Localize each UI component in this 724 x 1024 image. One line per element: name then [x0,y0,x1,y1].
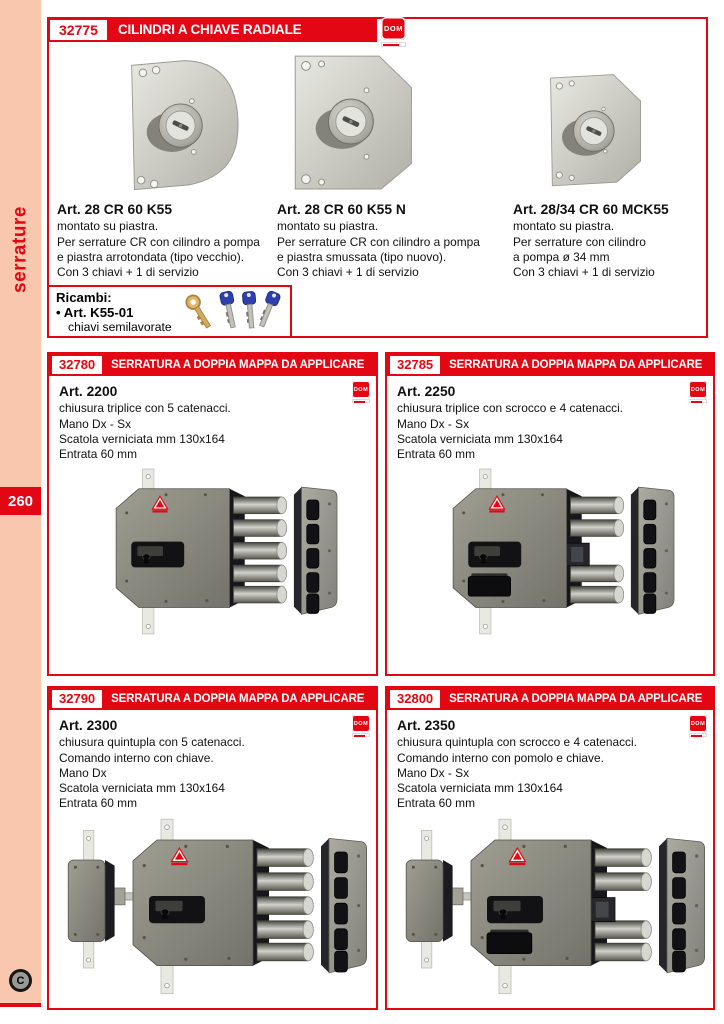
text-line: Con 3 chiavi + 1 di servizio [277,265,419,280]
dom-logo-icon: DOM [352,381,370,398]
section-code: 32775 [50,20,107,40]
product-art-number: Art. 2200 [59,384,118,399]
lock-image-art-2350 [395,816,707,1000]
spare-keys-image [182,290,288,337]
product-art-number: Art. 28/34 CR 60 MCK55 [513,202,669,217]
text-line: montato su piastra. [57,219,159,234]
text-line: chiusura triplice con 5 catenacci. [59,401,231,416]
dom-brand-logo [352,715,370,737]
text-line: montato su piastra. [277,219,379,234]
product-description [277,202,480,280]
dom-logo-subline [689,399,707,403]
section-header [49,354,376,376]
product-art-number: Art. 2300 [59,718,118,733]
dom-brand-logo [689,715,707,737]
section-32775 [47,17,708,338]
product-image-cylinder-plate-rounded [94,53,254,201]
product-description [59,718,245,812]
text-line: Entrata 60 mm [59,447,137,462]
text-line: Scatola verniciata mm 130x164 [397,781,563,796]
text-line: Scatola verniciata mm 130x164 [59,781,225,796]
product-text [277,219,480,280]
section-32790 [47,686,378,1010]
text-line: Con 3 chiavi + 1 di servizio [513,265,655,280]
product-description [57,202,260,280]
dom-logo-icon: DOM [689,715,707,732]
section-32800 [385,686,715,1010]
section-code: 32780 [52,356,102,374]
dom-brand-logo [381,17,406,47]
section-header [387,354,713,376]
text-line: chiusura quintupla con 5 catenacci. [59,735,245,750]
section-title: CILINDRI A CHIAVE RADIALE [117,22,302,37]
sidebar [0,0,41,1003]
section-title: SERRATURA A DOPPIA MAPPA DA APPLICARE [111,693,365,705]
section-title: SERRATURA A DOPPIA MAPPA DA APPLICARE [449,359,703,371]
dom-logo-icon: DOM [689,381,707,398]
text-line: Scatola verniciata mm 130x164 [397,431,563,446]
section-title: SERRATURA A DOPPIA MAPPA DA APPLICARE [111,359,365,371]
product-image-cylinder-plate-chamfered [263,49,429,201]
text-line: Entrata 60 mm [59,796,137,811]
product-text [59,735,245,811]
section-code: 32800 [390,690,440,708]
text-line: Entrata 60 mm [397,796,475,811]
text-line: Per serrature CR con cilindro a pompa [277,234,480,249]
sidebar-category-label: serrature [9,206,31,294]
section-code: 32785 [390,356,440,374]
text-line: Con 3 chiavi + 1 di servizio [57,265,199,280]
product-description [397,384,623,462]
text-line: Comando interno con chiave. [59,750,214,765]
page-number-badge: 260 [0,487,41,515]
text-line: chiusura triplice con scrocco e 4 catenacci. [397,401,624,416]
product-art-number: Art. 28 CR 60 K55 N [277,202,406,217]
product-text [513,219,669,280]
text-line: Per serrature con cilindro [513,234,646,249]
product-text [57,219,260,280]
section-header [47,17,377,42]
text-line: a pompa ø 34 mm [513,249,610,264]
text-line: Comando interno con pomolo e chiave. [397,750,604,765]
text-line: e piastra arrotondata (tipo vecchio). [57,249,245,264]
section-32785 [385,352,715,676]
product-description [513,202,669,280]
dom-logo-subline [352,399,370,403]
product-text [397,735,637,811]
text-line: Per serrature CR con cilindro a pompa [57,234,260,249]
text-line: e piastra smussata (tipo nuovo). [277,249,447,264]
product-description [397,718,637,812]
dom-logo-icon: DOM [352,715,370,732]
product-art-number: Art. 2350 [397,718,456,733]
sidebar-bottom-bar [0,1003,41,1007]
text-line: chiusura quintupla con scrocco e 4 catenacci. [397,735,637,750]
text-line: Entrata 60 mm [397,447,475,462]
product-art-number: Art. 28 CR 60 K55 [57,202,173,217]
ricambi-label: Ricambi: [56,290,112,305]
ricambi-description: chiavi semilavorate [68,320,172,334]
dom-logo-subline [352,733,370,737]
lock-image-art-2200 [97,466,341,640]
lock-image-art-2300 [57,816,369,1000]
lock-image-art-2250 [434,466,678,640]
text-line: Mano Dx - Sx [397,416,470,431]
text-line: Mano Dx [59,765,107,780]
section-code: 32790 [52,690,102,708]
ricambi-box [47,285,292,338]
section-header [387,688,713,710]
section-32780 [47,352,378,676]
product-text [59,401,231,462]
text-line: Mano Dx - Sx [397,765,470,780]
text-line: Mano Dx - Sx [59,416,132,431]
dom-logo-subline [381,42,406,47]
dom-brand-logo [689,381,707,403]
product-description [59,384,231,462]
product-art-number: Art. 2250 [397,384,456,399]
dom-logo-icon: DOM [381,17,406,40]
text-line: Scatola verniciata mm 130x164 [59,431,225,446]
product-text [397,401,623,462]
ricambi-art-number: • Art. K55-01 [56,305,134,320]
section-title: SERRATURA A DOPPIA MAPPA DA APPLICARE [449,693,703,705]
dom-brand-logo [352,381,370,403]
product-image-cylinder-plate-small [510,63,660,200]
section-header [49,688,376,710]
text-line: montato su piastra. [513,219,615,234]
dom-logo-subline [689,733,707,737]
footer-c-logo-icon: C [9,969,32,992]
